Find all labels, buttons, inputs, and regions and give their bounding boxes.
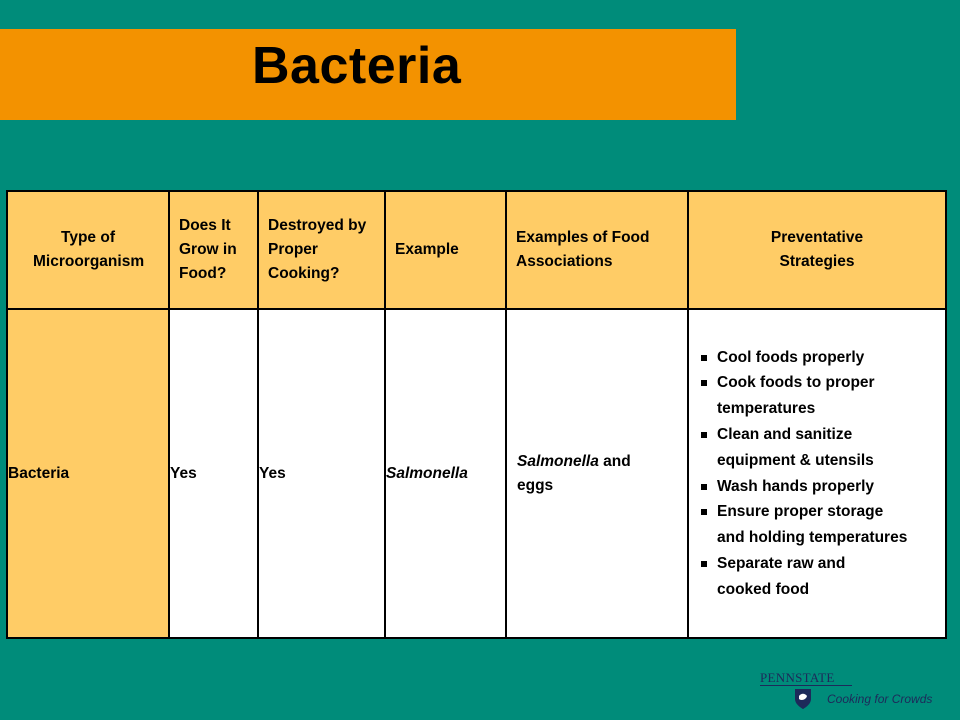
strategy-line: cooked food [717, 580, 810, 598]
pennstate-wordmark: PENNSTATE [760, 670, 835, 685]
strategy-line: Wash hands properly [717, 477, 875, 495]
strategy-line: and holding temperatures [717, 529, 908, 547]
list-item [701, 422, 945, 474]
cell-strategies [688, 309, 946, 638]
cell-type: Bacteria [7, 309, 169, 638]
cell-destroyed: Yes [258, 309, 385, 638]
strategy-line: Cook foods to proper [717, 374, 875, 392]
header-type [7, 191, 169, 309]
list-item [701, 499, 945, 551]
footer-logo [760, 670, 955, 716]
strategy-line: Clean and sanitize [717, 425, 853, 443]
strategy-line: temperatures [717, 400, 816, 418]
strategy-line: equipment & utensils [717, 451, 874, 469]
strategies-list [689, 345, 945, 603]
list-item [701, 551, 945, 603]
logo-rule [760, 685, 852, 686]
slide-title: Bacteria [252, 37, 462, 95]
header-strategies-label: Preventative Strategies [770, 229, 864, 270]
cell-food-assoc [506, 309, 688, 638]
list-item [701, 345, 945, 371]
header-destroyed-label: Destroyed by Proper Cooking? [268, 217, 367, 282]
list-item [701, 474, 945, 500]
microorganism-table [6, 190, 947, 639]
food-assoc-line-1 [507, 450, 687, 474]
header-food-assoc-label: Examples of Food Associations [516, 229, 650, 270]
food-assoc-line-2: eggs [517, 476, 554, 494]
cell-example: Salmonella [385, 309, 506, 638]
header-grows [169, 191, 258, 309]
header-example [385, 191, 506, 309]
header-strategies [688, 191, 946, 309]
header-example-label: Example [395, 241, 459, 258]
header-type-label: Type of Microorganism [33, 229, 145, 270]
header-food-assoc [506, 191, 688, 309]
table-header-row [7, 191, 946, 309]
food-assoc-italic: Salmonella [517, 452, 599, 470]
strategy-line: Separate raw and [717, 554, 846, 572]
tagline: Cooking for Crowds [827, 692, 933, 706]
cell-grows: Yes [169, 309, 258, 638]
header-destroyed [258, 191, 385, 309]
strategy-line: Ensure proper storage [717, 503, 884, 521]
table-row [7, 309, 946, 638]
list-item [701, 370, 945, 422]
strategy-line: Cool foods properly [717, 348, 865, 366]
header-grows-label: Does It Grow in Food? [179, 217, 237, 282]
nittany-lion-shield-icon [794, 688, 812, 710]
food-assoc-rest: and [598, 452, 631, 470]
